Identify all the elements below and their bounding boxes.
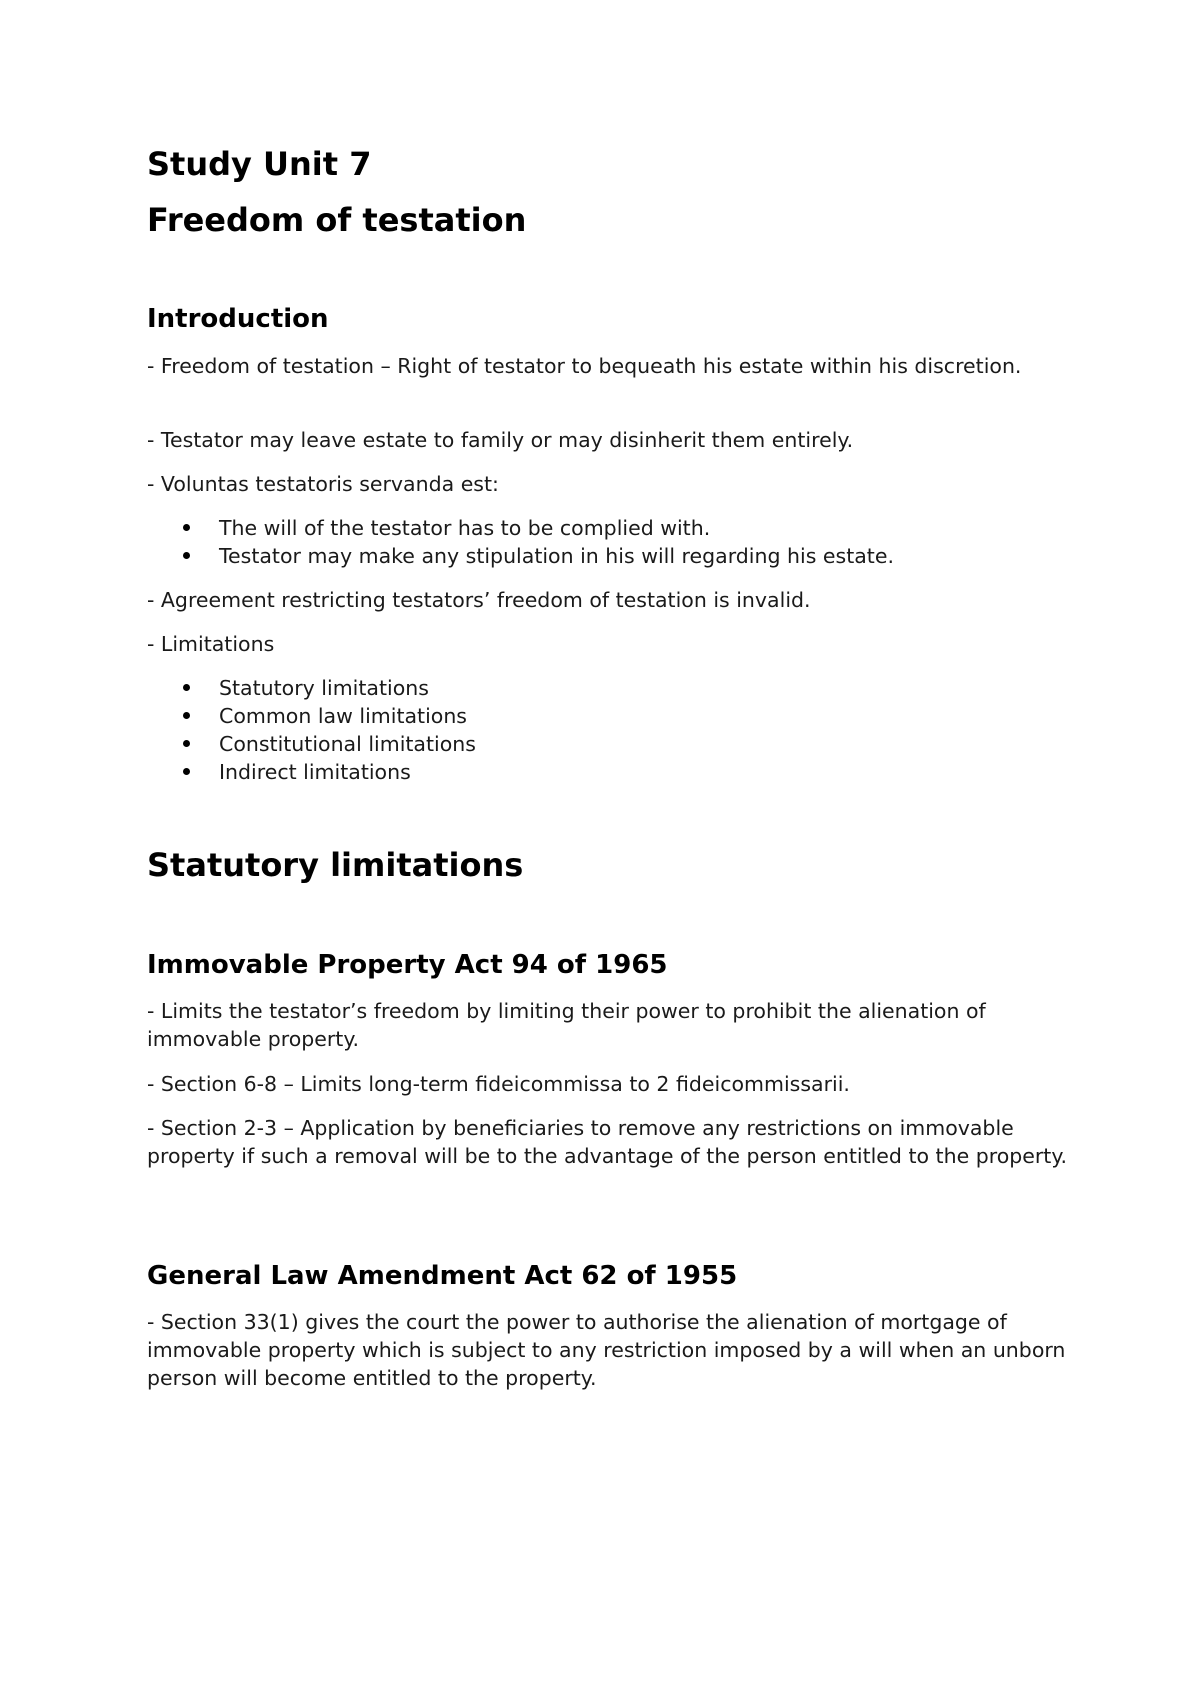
intro-paragraph-limitations: - Limitations — [147, 632, 275, 656]
list-item — [147, 758, 1047, 786]
subsection-heading-general-law: General Law Amendment Act 62 of 1955 — [147, 1261, 738, 1291]
voluntas-bullet-list — [147, 514, 1047, 570]
list-item — [147, 702, 1047, 730]
bullet-icon — [183, 740, 190, 747]
intro-paragraph-definition: - Freedom of testation – Right of testator to bequeath his estate within his discretion. — [147, 354, 1022, 378]
general-law-paragraph-section-33: - Section 33(1) gives the court the power to authorise the alienation of mortgage of immovable property which is subject to any restriction imposed by a will when an unborn person will become entitled to the property. — [147, 1310, 1066, 1390]
bullet-icon — [183, 524, 190, 531]
list-item-text: Indirect limitations — [219, 760, 411, 784]
bullet-icon — [183, 768, 190, 775]
list-item — [147, 730, 1047, 758]
list-item-text: Constitutional limitations — [219, 732, 476, 756]
document-title-topic: Freedom of testation — [147, 201, 527, 239]
list-item — [147, 542, 1047, 570]
list-item-text: Statutory limitations — [219, 676, 429, 700]
intro-paragraph-family: - Testator may leave estate to family or may disinherit them entirely. — [147, 428, 854, 452]
intro-paragraph-voluntas: - Voluntas testatoris servanda est: — [147, 472, 499, 496]
section-heading-statutory: Statutory limitations — [147, 846, 524, 884]
intro-paragraph-agreement: - Agreement restricting testators’ freedom of testation is invalid. — [147, 588, 811, 612]
bullet-icon — [183, 552, 190, 559]
list-item-text: Common law limitations — [219, 704, 467, 728]
list-item — [147, 514, 1047, 542]
section-heading-introduction: Introduction — [147, 304, 329, 334]
list-item-text: Testator may make any stipulation in his will regarding his estate. — [219, 544, 894, 568]
subsection-heading-immovable: Immovable Property Act 94 of 1965 — [147, 950, 668, 980]
bullet-icon — [183, 712, 190, 719]
limitations-bullet-list — [147, 674, 1047, 786]
immovable-paragraph-section-6-8: - Section 6-8 – Limits long-term fideicommissa to 2 fideicommissarii. — [147, 1072, 850, 1096]
bullet-icon — [183, 684, 190, 691]
list-item — [147, 674, 1047, 702]
immovable-paragraph-limits: - Limits the testator’s freedom by limiting their power to prohibit the alienation of immovable property. — [147, 999, 986, 1051]
immovable-paragraph-section-2-3: - Section 2-3 – Application by beneficiaries to remove any restrictions on immovable property if such a removal will be to the advantage of the person entitled to the property. — [147, 1116, 1068, 1168]
document-title-unit: Study Unit 7 — [147, 145, 372, 183]
list-item-text: The will of the testator has to be complied with. — [219, 516, 711, 540]
